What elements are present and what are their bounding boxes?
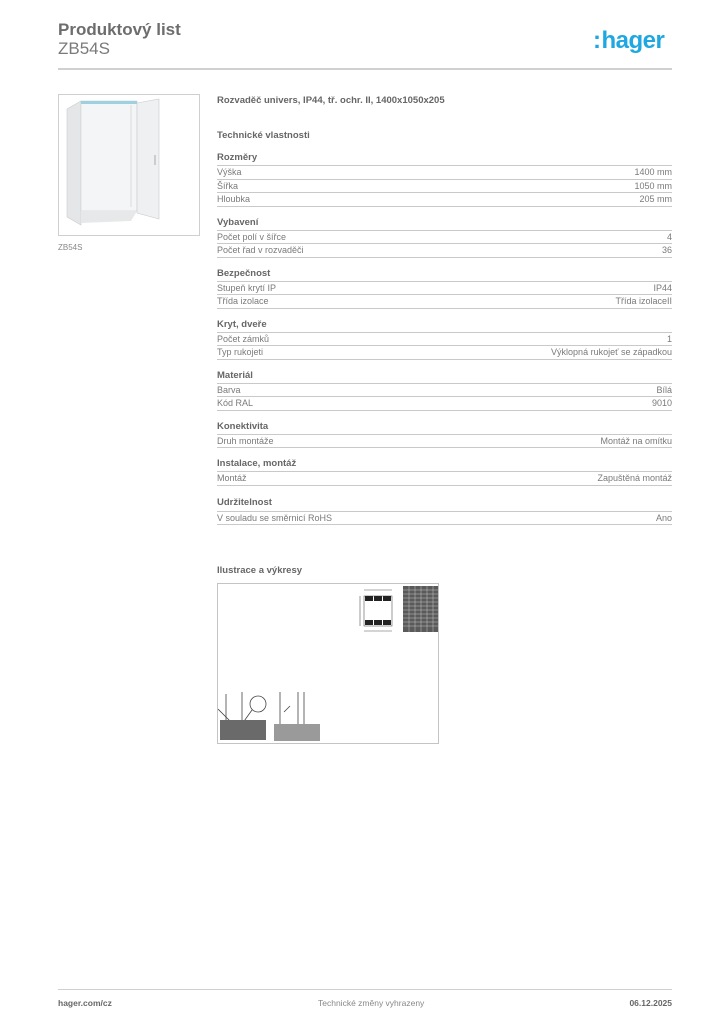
header-divider [58,68,672,70]
logo-text: hager [601,27,665,54]
group-title: Materiál [217,370,672,384]
spec-label: Šířka [217,180,239,191]
spec-row [217,435,672,449]
spec-value: Bílá [656,384,672,395]
spec-row [217,295,672,309]
spec-value: 9010 [651,398,672,408]
spec-section [217,94,672,535]
group-title: Udržitelnost [217,496,672,512]
spec-value: Zapuštěná montáž [597,473,672,483]
spec-row [217,282,672,296]
logo-colon: : [593,27,601,54]
group-title: Vybavení [217,217,672,231]
spec-value: 1 [666,333,672,344]
spec-label: Počet polí v šířce [217,231,287,242]
spec-label: Počet zámků [217,333,270,344]
cabinet-illustration-icon [59,95,199,235]
product-description: Rozvaděč univers, IP44, tř. ochr. II, 1400x1050x205 [217,95,445,106]
spec-label: Stupeň krytí IP [217,282,277,293]
footer-divider [58,989,672,990]
spec-group-dimensions [217,152,672,207]
spec-row [217,231,672,245]
spec-row [217,397,672,411]
spec-row [217,346,672,360]
spec-label: Kód RAL [217,398,254,408]
spec-value: 4 [666,231,672,242]
page-title: Produktový list [58,20,181,39]
spec-group-equipment [217,217,672,258]
spec-value: Výklopná rukojeť se západkou [551,347,672,357]
spec-value: Montáž na omítku [600,435,672,446]
spec-row [217,166,672,180]
group-title: Bezpečnost [217,268,672,282]
group-title: Konektivita [217,421,672,435]
spec-group-material [217,370,672,411]
group-title: Instalace, montáž [217,458,672,472]
spec-row [217,193,672,207]
spec-group-safety [217,268,672,309]
spec-row [217,180,672,194]
spec-label: Třída izolace [217,296,269,306]
spec-group-installation [217,458,672,486]
spec-value: 205 mm [639,194,672,204]
group-title: Kryt, dveře [217,319,672,333]
spec-label: Výška [217,167,242,177]
spec-label: Počet řad v rozvaděči [217,245,304,255]
spec-label: Hloubka [217,194,251,204]
spec-row [217,512,672,526]
drawings-heading: Ilustrace a výkresy [217,565,303,576]
group-title: Rozměry [217,152,672,166]
hager-logo [593,28,664,54]
footer-date: 06.12.2025 [629,998,672,1008]
spec-value: 1050 mm [634,180,672,191]
spec-value: Ano [655,512,672,523]
spec-row [217,384,672,398]
product-code: ZB54S [58,39,110,58]
product-image-caption: ZB54S [58,243,83,252]
spec-row [217,244,672,258]
spec-value: 1400 mm [634,167,672,177]
product-image [58,94,200,236]
spec-row [217,472,672,486]
spec-label: V souladu se směrnicí RoHS [217,512,333,523]
spec-group-connectivity [217,421,672,449]
drawings-panel [217,583,439,744]
spec-label: Barva [217,384,241,395]
spec-label: Montáž [217,473,247,483]
spec-label: Druh montáže [217,435,274,446]
spec-group-cover-door [217,319,672,360]
technical-drawings-icon [218,584,438,743]
spec-label: Typ rukojeti [217,347,264,357]
technical-heading: Technické vlastnosti [217,130,310,141]
spec-group-sustainability [217,496,672,526]
footer-website-link[interactable]: hager.com/cz [58,998,112,1008]
footer-notice: Technické změny vyhrazeny [318,998,425,1008]
spec-value: Třída izolaceII [615,296,672,306]
spec-value: IP44 [653,282,672,293]
spec-row [217,333,672,347]
spec-value: 36 [661,245,672,255]
